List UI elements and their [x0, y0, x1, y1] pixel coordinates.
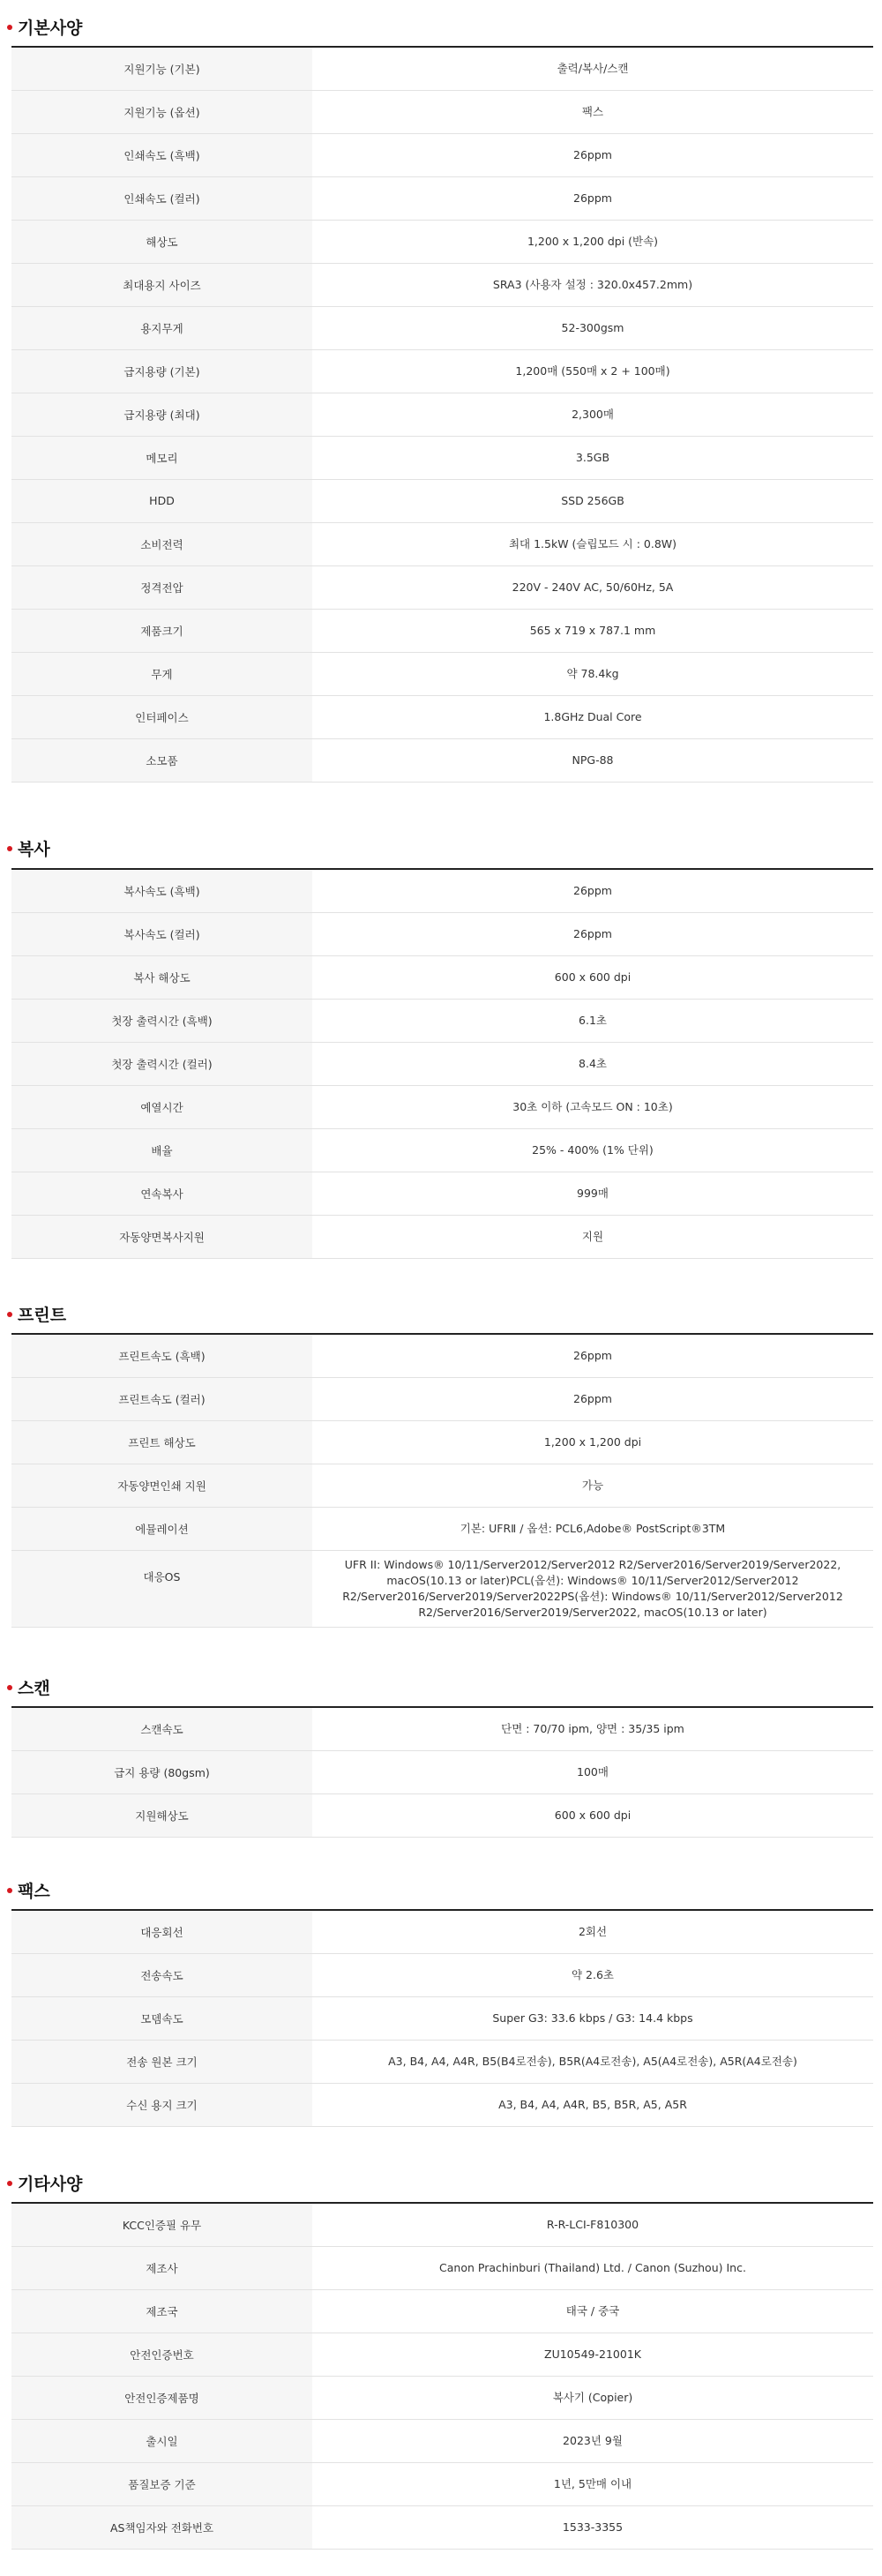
spec-label: 대응회선 — [11, 1910, 312, 1953]
spec-value: 26ppm — [312, 133, 873, 176]
spec-label: 급지 용량 (80gsm) — [11, 1750, 312, 1793]
spec-table — [11, 1909, 873, 2127]
section-title-text: 프린트 — [18, 1306, 67, 1325]
spec-value: R-R-LCI-F810300 — [312, 2203, 873, 2246]
spec-row — [11, 869, 873, 912]
spec-label: 전송 원본 크기 — [11, 2040, 312, 2083]
spec-label: 프린트속도 (흑백) — [11, 1334, 312, 1377]
spec-value: 최대 1.5kW (슬립모드 시 : 0.8W) — [312, 522, 873, 565]
spec-label: 복사 해상도 — [11, 955, 312, 999]
spec-row — [11, 1507, 873, 1550]
spec-label: 연속복사 — [11, 1172, 312, 1215]
spec-label: 지원기능 (기본) — [11, 47, 312, 90]
spec-value: 팩스 — [312, 90, 873, 133]
spec-label: 자동양면복사지원 — [11, 1215, 312, 1258]
spec-label: 배율 — [11, 1128, 312, 1172]
section-title — [0, 1677, 50, 1700]
spec-label: HDD — [11, 479, 312, 522]
spec-row — [11, 2246, 873, 2289]
spec-row — [11, 1172, 873, 1215]
section-title — [0, 838, 50, 861]
spec-row — [11, 1750, 873, 1793]
spec-label: 지원해상도 — [11, 1793, 312, 1837]
spec-value: Super G3: 33.6 kbps / G3: 14.4 kbps — [312, 1996, 873, 2040]
spec-label: 용지무게 — [11, 306, 312, 349]
spec-label: 지원기능 (옵션) — [11, 90, 312, 133]
spec-label: 출시일 — [11, 2419, 312, 2462]
spec-row — [11, 1996, 873, 2040]
spec-row — [11, 1953, 873, 1996]
spec-value: 1533-3355 — [312, 2505, 873, 2549]
spec-label: 예열시간 — [11, 1085, 312, 1128]
spec-label: 프린트속도 (컬러) — [11, 1377, 312, 1420]
spec-row — [11, 609, 873, 652]
spec-value: 1,200 x 1,200 dpi — [312, 1420, 873, 1464]
spec-value: 약 78.4kg — [312, 652, 873, 695]
spec-row — [11, 133, 873, 176]
spec-row — [11, 2419, 873, 2462]
spec-value: 기본: UFRⅡ / 옵션: PCL6,Adobe® PostScript®3TM — [312, 1507, 873, 1550]
spec-label: 수신 용지 크기 — [11, 2083, 312, 2126]
spec-value: 3.5GB — [312, 436, 873, 479]
bullet-dot-icon — [7, 1888, 12, 1893]
spec-value: 1년, 5만매 이내 — [312, 2462, 873, 2505]
spec-value: 6.1초 — [312, 999, 873, 1042]
spec-value: 30초 이하 (고속모드 ON : 10초) — [312, 1085, 873, 1128]
section-title-text: 스캔 — [18, 1679, 50, 1698]
spec-label: 안전인증번호 — [11, 2333, 312, 2376]
spec-value: 출력/복사/스캔 — [312, 47, 873, 90]
spec-row — [11, 349, 873, 393]
spec-label: 첫장 출력시간 (흑백) — [11, 999, 312, 1042]
spec-row — [11, 2505, 873, 2549]
spec-value: 1,200 x 1,200 dpi (반속) — [312, 220, 873, 263]
spec-row — [11, 393, 873, 436]
section-title-text: 기타사양 — [18, 2175, 83, 2194]
spec-label: 소비전력 — [11, 522, 312, 565]
spec-label: 제조사 — [11, 2246, 312, 2289]
spec-label: 해상도 — [11, 220, 312, 263]
spec-label: 인터페이스 — [11, 695, 312, 738]
spec-row — [11, 2289, 873, 2333]
spec-row — [11, 1215, 873, 1258]
spec-row — [11, 263, 873, 306]
spec-label: 제품크기 — [11, 609, 312, 652]
spec-label: 전송속도 — [11, 1953, 312, 1996]
spec-label: AS책임자와 전화번호 — [11, 2505, 312, 2549]
spec-row — [11, 2462, 873, 2505]
spec-row — [11, 2083, 873, 2126]
spec-value: 26ppm — [312, 1334, 873, 1377]
spec-table — [11, 46, 873, 783]
spec-value: 가능 — [312, 1464, 873, 1507]
spec-value: 26ppm — [312, 1377, 873, 1420]
spec-label: 복사속도 (컬러) — [11, 912, 312, 955]
spec-row — [11, 2333, 873, 2376]
spec-row — [11, 90, 873, 133]
spec-label: 안전인증제품명 — [11, 2376, 312, 2419]
spec-row — [11, 436, 873, 479]
spec-row — [11, 522, 873, 565]
spec-row — [11, 652, 873, 695]
spec-row — [11, 1707, 873, 1750]
spec-row — [11, 479, 873, 522]
spec-row — [11, 1793, 873, 1837]
spec-value: 약 2.6초 — [312, 1953, 873, 1996]
spec-value: 565 x 719 x 787.1 mm — [312, 609, 873, 652]
spec-label: KCC인증필 유무 — [11, 2203, 312, 2246]
spec-label: 자동양면인쇄 지원 — [11, 1464, 312, 1507]
bullet-dot-icon — [7, 846, 12, 851]
spec-value: SRA3 (사용자 설정 : 320.0x457.2mm) — [312, 263, 873, 306]
spec-row — [11, 1377, 873, 1420]
spec-row — [11, 176, 873, 220]
spec-value: 999매 — [312, 1172, 873, 1215]
spec-value: 25% - 400% (1% 단위) — [312, 1128, 873, 1172]
spec-row — [11, 1420, 873, 1464]
spec-row — [11, 912, 873, 955]
spec-value: 2023년 9월 — [312, 2419, 873, 2462]
spec-row — [11, 1128, 873, 1172]
spec-table — [11, 868, 873, 1259]
spec-label: 급지용량 (기본) — [11, 349, 312, 393]
spec-value: 8.4초 — [312, 1042, 873, 1085]
spec-table — [11, 1333, 873, 1628]
spec-label: 무게 — [11, 652, 312, 695]
spec-row — [11, 1042, 873, 1085]
spec-row — [11, 1910, 873, 1953]
spec-value: 1,200매 (550매 x 2 + 100매) — [312, 349, 873, 393]
spec-row — [11, 2203, 873, 2246]
spec-value: A3, B4, A4, A4R, B5, B5R, A5, A5R — [312, 2083, 873, 2126]
spec-value: 100매 — [312, 1750, 873, 1793]
spec-value: 26ppm — [312, 176, 873, 220]
spec-value: A3, B4, A4, A4R, B5(B4로전송), B5R(A4로전송), A5(A4로전송), A5R(A4로전송) — [312, 2040, 873, 2083]
spec-value: Canon Prachinburi (Thailand) Ltd. / Canon (Suzhou) Inc. — [312, 2246, 873, 2289]
section-title — [0, 1880, 50, 1903]
section-title — [0, 1304, 66, 1327]
spec-value: 지원 — [312, 1215, 873, 1258]
spec-label: 제조국 — [11, 2289, 312, 2333]
spec-label: 복사속도 (흑백) — [11, 869, 312, 912]
spec-row — [11, 220, 873, 263]
spec-value: 26ppm — [312, 869, 873, 912]
spec-label: 대응OS — [11, 1550, 312, 1627]
spec-value: 52-300gsm — [312, 306, 873, 349]
spec-value: 단면 : 70/70 ipm, 양면 : 35/35 ipm — [312, 1707, 873, 1750]
spec-row — [11, 565, 873, 609]
spec-row — [11, 2376, 873, 2419]
spec-value: 220V - 240V AC, 50/60Hz, 5A — [312, 565, 873, 609]
spec-label: 스캔속도 — [11, 1707, 312, 1750]
spec-label: 최대용지 사이즈 — [11, 263, 312, 306]
spec-table — [11, 2202, 873, 2550]
spec-row — [11, 1550, 873, 1627]
spec-label: 품질보증 기준 — [11, 2462, 312, 2505]
section-title — [0, 2173, 82, 2196]
section-title-text: 복사 — [18, 840, 50, 859]
spec-value: 600 x 600 dpi — [312, 955, 873, 999]
spec-row — [11, 1085, 873, 1128]
spec-label: 메모리 — [11, 436, 312, 479]
spec-row — [11, 1334, 873, 1377]
spec-row — [11, 2040, 873, 2083]
spec-row — [11, 1464, 873, 1507]
bullet-dot-icon — [7, 1312, 12, 1317]
spec-row — [11, 47, 873, 90]
section-title-text: 팩스 — [18, 1882, 50, 1901]
spec-value: 600 x 600 dpi — [312, 1793, 873, 1837]
spec-value: SSD 256GB — [312, 479, 873, 522]
spec-row — [11, 999, 873, 1042]
section-title-text: 기본사양 — [18, 19, 83, 38]
spec-row — [11, 695, 873, 738]
spec-value: NPG-88 — [312, 738, 873, 782]
spec-value: 26ppm — [312, 912, 873, 955]
spec-value: 1.8GHz Dual Core — [312, 695, 873, 738]
spec-value: UFR II: Windows® 10/11/Server2012/Server2012 R2/Server2016/Server2019/Server2022, macOS(10.13 or later)PCL(옵션): Windows® 10/11/Server2012/Server2012 R2/Server2016/Server2019/Server2022PS(옵션): Windows® 10/11/Server2012/Server2012 R2/Server2016/Server2019/Server2022, macOS(10.13 or later) — [312, 1550, 873, 1627]
spec-value: 2,300매 — [312, 393, 873, 436]
spec-label: 급지용량 (최대) — [11, 393, 312, 436]
spec-label: 소모품 — [11, 738, 312, 782]
spec-value: 복사기 (Copier) — [312, 2376, 873, 2419]
spec-value: 태국 / 중국 — [312, 2289, 873, 2333]
bullet-dot-icon — [7, 25, 12, 30]
spec-label: 에뮬레이션 — [11, 1507, 312, 1550]
bullet-dot-icon — [7, 1685, 12, 1690]
spec-row — [11, 306, 873, 349]
spec-row — [11, 738, 873, 782]
spec-label: 인쇄속도 (컬러) — [11, 176, 312, 220]
spec-value: 2회선 — [312, 1910, 873, 1953]
spec-row — [11, 955, 873, 999]
spec-label: 프린트 해상도 — [11, 1420, 312, 1464]
bullet-dot-icon — [7, 2181, 12, 2186]
spec-label: 첫장 출력시간 (컬러) — [11, 1042, 312, 1085]
spec-label: 모뎀속도 — [11, 1996, 312, 2040]
section-title — [0, 17, 82, 40]
spec-label: 인쇄속도 (흑백) — [11, 133, 312, 176]
spec-label: 정격전압 — [11, 565, 312, 609]
spec-table — [11, 1706, 873, 1838]
spec-value: ZU10549-21001K — [312, 2333, 873, 2376]
